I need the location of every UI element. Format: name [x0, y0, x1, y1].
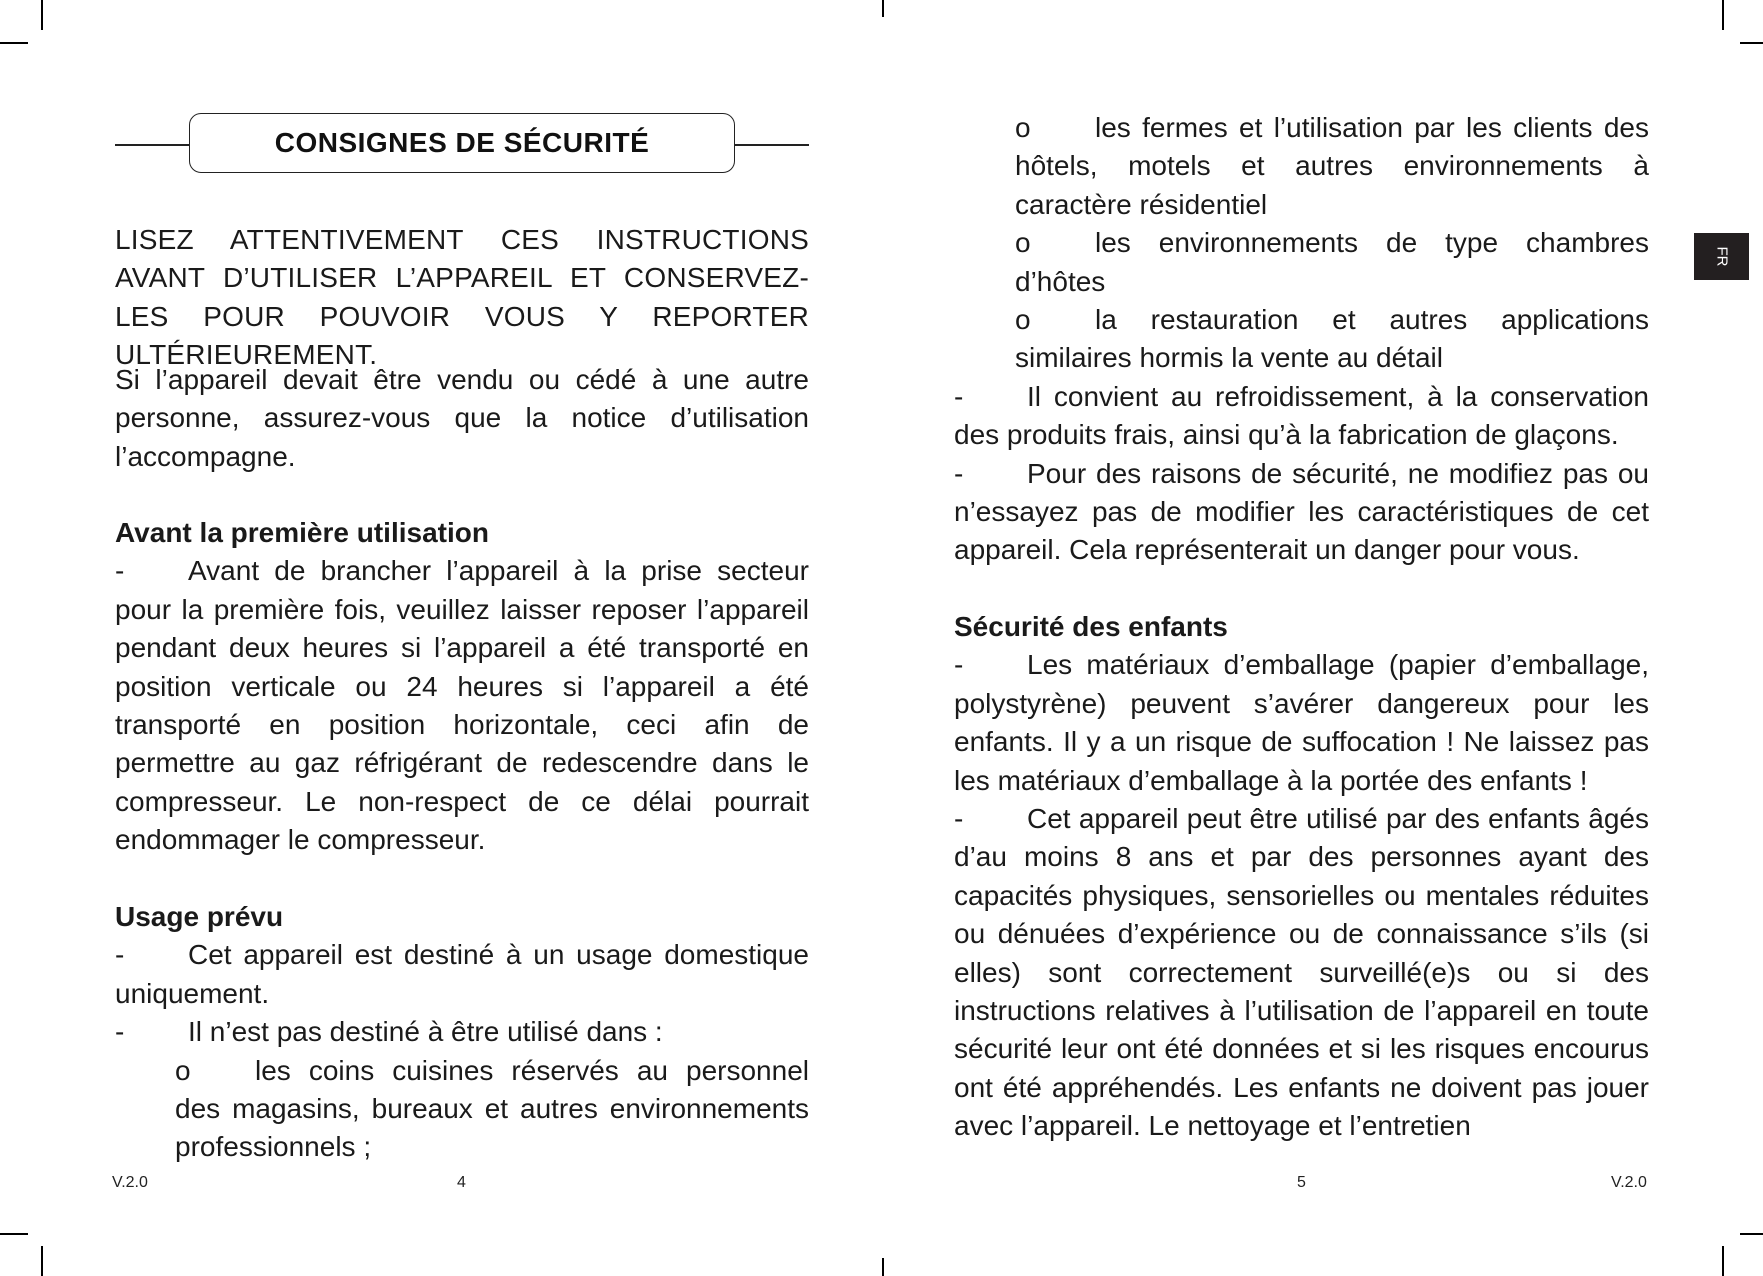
crop-mark [0, 42, 28, 44]
section-title-banner [115, 113, 809, 175]
intro-paragraph-block [115, 361, 809, 476]
page-number: 5 [1297, 1174, 1306, 1191]
dash-marker: - [115, 555, 125, 587]
footer-version: V.2.0 [1611, 1174, 1647, 1191]
list-item [954, 455, 1649, 570]
section-heading: Usage prévu [115, 901, 284, 932]
sub-list-item-text: les environnements de type chambres d’hôtes [1015, 227, 1649, 297]
list-item-text: Cet appareil peut être utilisé par des enfants âgés d’au moins 8 ans et par des personnes ayant des capacités physiques, sensorielles ou mentales réduites ou dénuées d’expérience ou de connaissance s’ils (si elles) sont correctement surveillé(e)s ou si des instructions relatives à l’utilisation de l’appareil en toute sécurité leur ont été données et si les risques encourus ont été appréhendés. Les enfants ne doivent pas jouer avec l’appareil. Le nettoyage et l’entretien [954, 803, 1649, 1142]
dash-marker: - [954, 803, 964, 835]
crop-mark [1740, 1233, 1763, 1235]
title-rule-left [115, 144, 190, 146]
footer-version: V.2.0 [112, 1174, 148, 1191]
crop-mark [41, 1246, 43, 1276]
dash-marker: - [954, 457, 964, 489]
o-marker: o [1015, 227, 1031, 259]
list-item-text: Pour des raisons de sécurité, ne modifiez pas ou n’essayez pas de modifier les caractéristiques de cet appareil. Cela représenterait un danger pour vous. [954, 457, 1649, 566]
sub-list-item [954, 109, 1649, 224]
list-item [954, 378, 1649, 455]
intro-caps-block [115, 221, 809, 375]
language-tab-label: FR [1713, 246, 1730, 267]
title-rule-right [734, 144, 809, 146]
sub-list-item [954, 301, 1649, 378]
list-item [115, 936, 809, 1013]
dash-marker: - [954, 649, 964, 681]
dash-marker: - [115, 1016, 125, 1048]
section-before-first-use [115, 514, 809, 860]
dash-marker: - [954, 380, 964, 412]
crop-mark [882, 1258, 884, 1276]
section-child-safety [954, 608, 1649, 1146]
sub-list-item [954, 224, 1649, 301]
page-number: 4 [457, 1174, 466, 1191]
crop-mark [1740, 42, 1763, 44]
list-item-text: Les matériaux d’emballage (papier d’emballage, polystyrène) peuvent s’avérer dangereux pour les enfants. Il y a un risque de suffocation ! Ne laissez pas les matériaux d’emballage à la portée des enfants ! [954, 649, 1649, 796]
list-item-text: Avant de brancher l’appareil à la prise secteur pour la première fois, veuillez laisser reposer l’appareil pendant deux heures si l’appareil a été transporté en position verticale ou 24 heures si l’appareil a été transporté en position horizontale, ceci afin de permettre au gaz réfrigérant de redescendre dans le compresseur. Le non-respect de ce délai pourrait endommager le compresseur. [115, 555, 809, 856]
list-item [954, 646, 1649, 800]
crop-mark [1722, 0, 1724, 30]
section-intended-use [115, 898, 809, 1167]
sub-list-continued [954, 109, 1649, 570]
sub-list-item-text: les coins cuisines réservés au personnel des magasins, bureaux et autres environnements professionnels ; [175, 1054, 809, 1163]
sub-list-item-text: les fermes et l’utilisation par les clients des hôtels, motels et autres environnements à caractère résidentiel [1015, 112, 1649, 220]
intro-caps-text: LISEZ ATTENTIVEMENT CES INSTRUCTIONS AVANT D’UTILISER L’APPAREIL ET CONSERVEZ-LES POUR POUVOIR VOUS Y REPORTER ULTÉRIEUREMENT. [115, 224, 809, 371]
sub-list-item [115, 1052, 809, 1167]
intro-paragraph: Si l’appareil devait être vendu ou cédé à une autre personne, assurez-vous que la notice d’utilisation l’accompagne. [115, 364, 809, 472]
section-heading: Avant la première utilisation [115, 517, 489, 548]
list-item-text: Il n’est pas destiné à être utilisé dans : [188, 1016, 663, 1048]
o-marker: o [1015, 304, 1031, 336]
section-heading: Sécurité des enfants [954, 611, 1228, 642]
sub-list-item-text: la restauration et autres applications similaires hormis la vente au détail [1015, 304, 1649, 374]
language-tab [1694, 233, 1749, 280]
list-item [115, 552, 809, 859]
crop-mark [0, 1233, 28, 1235]
list-item [115, 1013, 809, 1051]
crop-mark [882, 0, 884, 17]
page-title: CONSIGNES DE SÉCURITÉ [189, 113, 735, 173]
o-marker: o [1015, 112, 1031, 143]
o-marker: o [175, 1054, 191, 1086]
crop-mark [41, 0, 43, 30]
list-item [954, 800, 1649, 1146]
dash-marker: - [115, 939, 125, 971]
list-item-text: Il convient au refroidissement, à la conservation des produits frais, ainsi qu’à la fabrication de glaçons. [954, 380, 1649, 451]
crop-mark [1722, 1246, 1724, 1276]
list-item-text: Cet appareil est destiné à un usage domestique uniquement. [115, 939, 809, 1009]
